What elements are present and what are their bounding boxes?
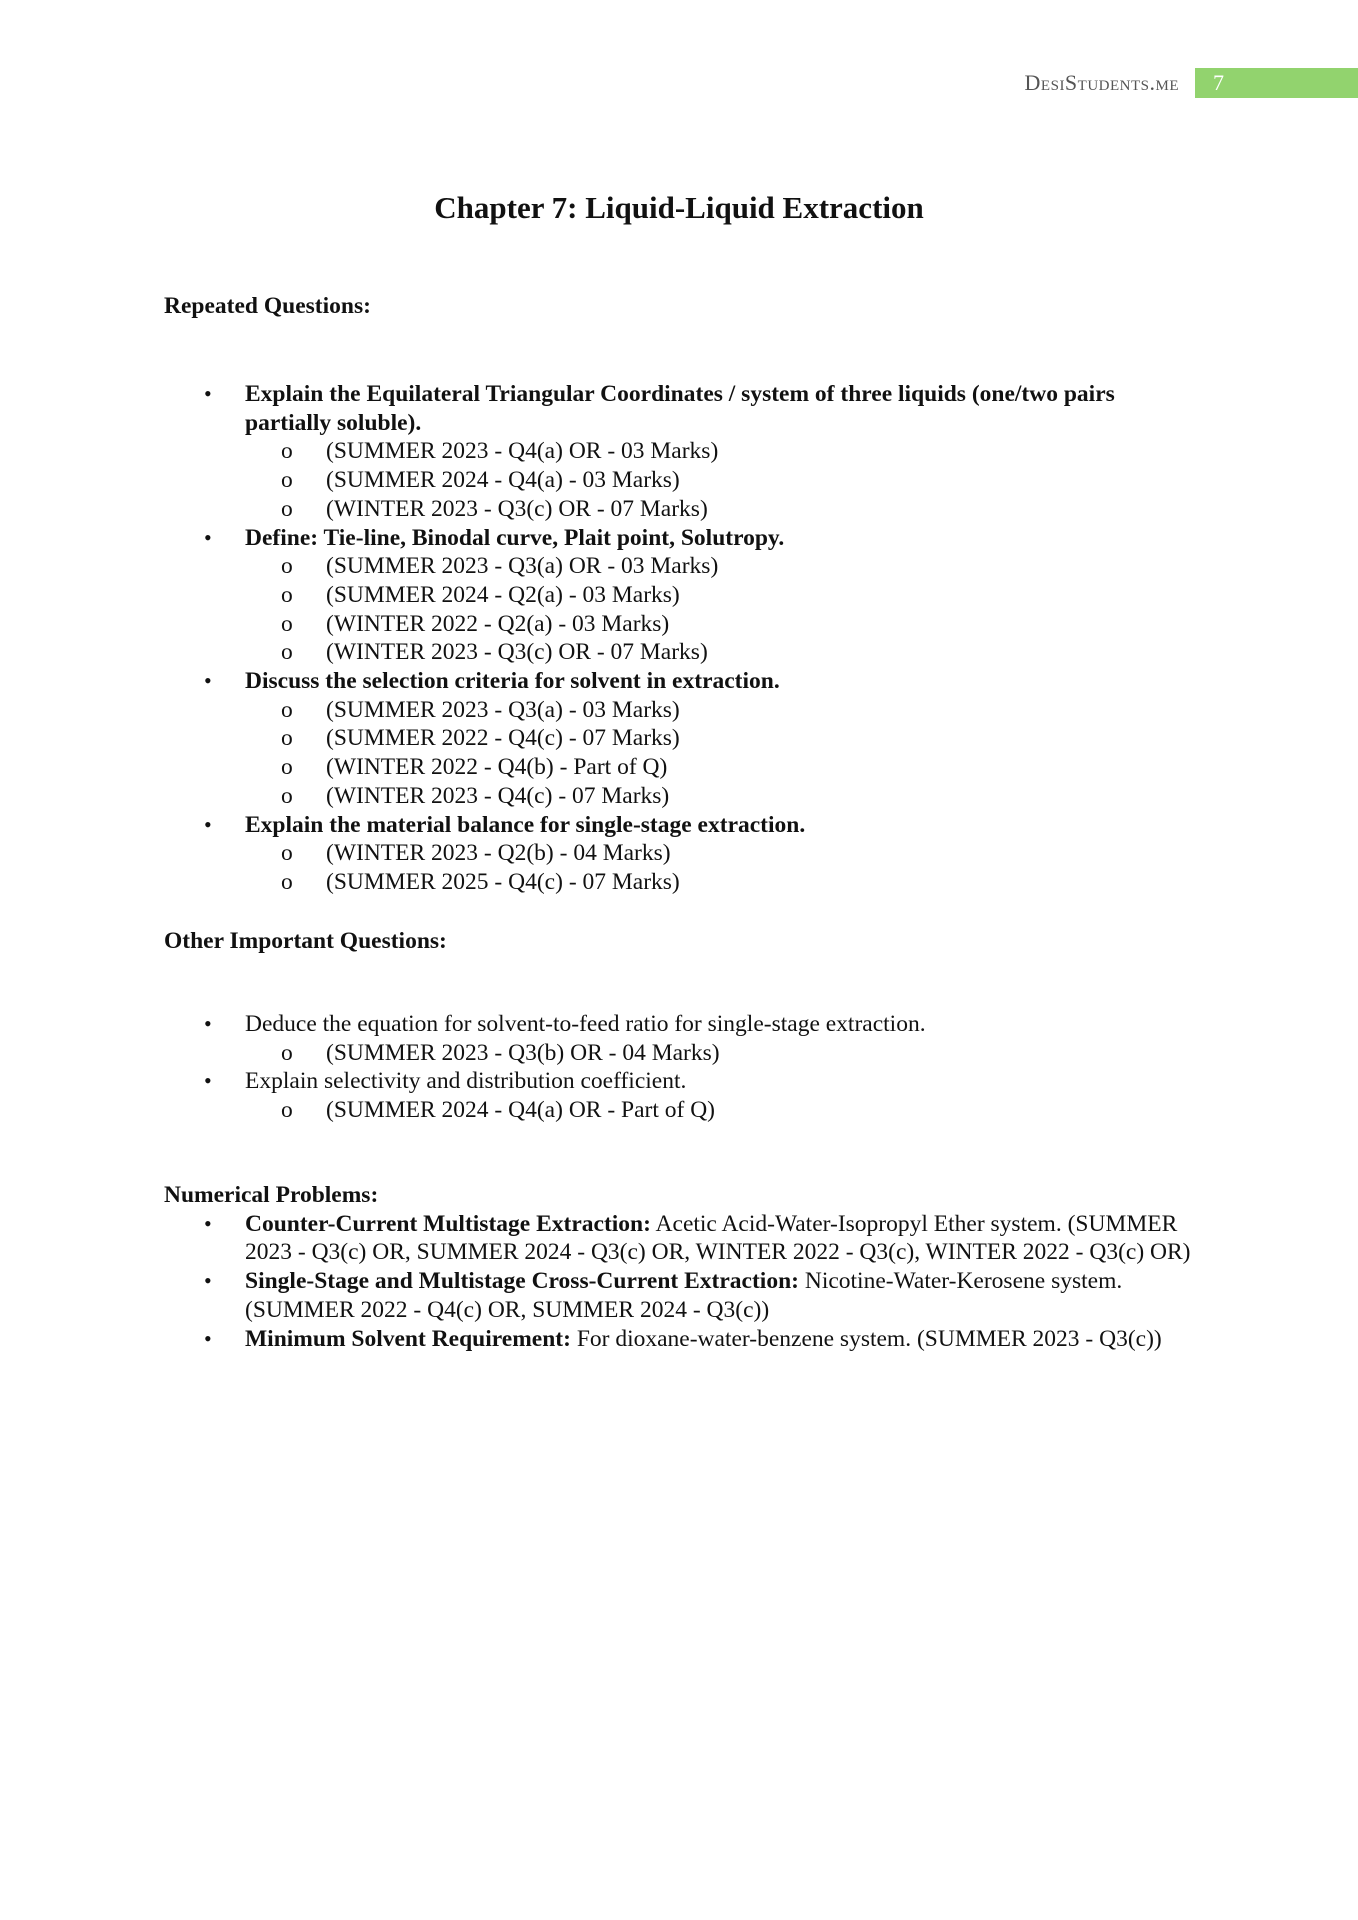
reference-item xyxy=(245,1039,1204,1068)
problem-text: For dioxane-water-benzene system. (SUMMER 2023 - Q3(c)) xyxy=(576,1325,1162,1352)
reference-text: (SUMMER 2024 - Q4(a) - 03 Marks) xyxy=(326,467,680,494)
reference-text: (SUMMER 2024 - Q2(a) - 03 Marks) xyxy=(326,581,680,608)
section-heading-numerical: Numerical Problems: xyxy=(164,1182,379,1208)
list-item xyxy=(164,811,1204,897)
reference-item xyxy=(245,638,1204,667)
reference-text: (SUMMER 2023 - Q3(a) OR - 03 Marks) xyxy=(326,553,719,580)
repeated-questions-list xyxy=(164,380,1204,897)
reference-item xyxy=(245,466,1204,495)
reference-text: (SUMMER 2023 - Q3(b) OR - 04 Marks) xyxy=(326,1039,720,1066)
bullet-icon: • xyxy=(204,524,212,550)
repeated-questions-heading-block xyxy=(164,292,1204,321)
problem-label: Counter-Current Multistage Extraction: xyxy=(245,1210,651,1237)
sub-bullet-icon: o xyxy=(281,1097,293,1124)
bullet-icon: • xyxy=(204,1325,212,1351)
sub-bullet-icon: o xyxy=(281,639,293,666)
bullet-icon: • xyxy=(204,1268,212,1294)
bullet-icon: • xyxy=(204,1068,212,1094)
sub-bullet-icon: o xyxy=(281,840,293,867)
problem-text: Acetic Acid-Water-Isopropyl Ether system. (SUMMER 2023 - Q3(c) OR, SUMMER 2024 - Q3(c) OR, WINTER 2022 - Q3(c), WINTER 2022 - Q3(c) OR) xyxy=(245,1210,1191,1266)
list-item xyxy=(164,524,1204,668)
reference-text: (WINTER 2022 - Q2(a) - 03 Marks) xyxy=(326,610,670,637)
numerical-problems-block xyxy=(164,1181,1204,1353)
question-text: Explain the material balance for single-stage extraction. xyxy=(245,811,806,838)
sub-bullet-icon: o xyxy=(281,467,293,494)
reference-item xyxy=(245,782,1204,811)
bullet-icon: • xyxy=(204,381,212,406)
reference-text: (SUMMER 2023 - Q3(a) - 03 Marks) xyxy=(326,696,680,723)
site-name: DesiStudents.me xyxy=(1024,70,1179,95)
reference-item xyxy=(245,581,1204,610)
question-text: Explain the Equilateral Triangular Coordinates / system of three liquids (one/two pairs partially soluble). xyxy=(245,381,1115,436)
list-item xyxy=(164,1267,1204,1324)
sub-bullet-icon: o xyxy=(281,696,293,723)
page-header xyxy=(1025,68,1358,98)
reference-text: (SUMMER 2022 - Q4(c) - 07 Marks) xyxy=(326,725,680,752)
sub-bullet-icon: o xyxy=(281,1039,293,1066)
sub-bullet-icon: o xyxy=(281,438,293,465)
bullet-icon: • xyxy=(204,1210,212,1236)
reference-item xyxy=(245,552,1204,581)
reference-item xyxy=(245,437,1204,466)
bullet-icon: • xyxy=(204,1011,212,1036)
reference-item xyxy=(245,724,1204,753)
reference-item xyxy=(245,610,1204,639)
other-questions-list xyxy=(164,1010,1204,1125)
list-item xyxy=(164,1210,1204,1267)
section-heading-repeated: Repeated Questions: xyxy=(164,293,371,319)
question-text: Define: Tie-line, Binodal curve, Plait point, Solutropy. xyxy=(245,524,785,551)
reference-item xyxy=(245,839,1204,868)
chapter-title: Chapter 7: Liquid-Liquid Extraction xyxy=(434,190,924,225)
list-item xyxy=(164,380,1204,524)
reference-text: (WINTER 2023 - Q4(c) - 07 Marks) xyxy=(326,782,670,809)
sub-bullet-icon: o xyxy=(281,725,293,752)
question-text: Explain selectivity and distribution coefficient. xyxy=(245,1068,687,1095)
reference-item xyxy=(245,1096,1204,1125)
reference-text: (SUMMER 2023 - Q4(a) OR - 03 Marks) xyxy=(326,438,719,465)
sub-bullet-icon: o xyxy=(281,782,293,809)
reference-item xyxy=(245,753,1204,782)
sub-bullet-icon: o xyxy=(281,754,293,781)
reference-item xyxy=(245,696,1204,725)
list-item xyxy=(164,667,1204,811)
problem-text: Nicotine-Water-Kerosene system. (SUMMER 2022 - Q4(c) OR, SUMMER 2024 - Q3(c)) xyxy=(245,1268,1123,1323)
list-item xyxy=(164,1010,1204,1067)
page-number: 7 xyxy=(1195,68,1358,98)
reference-text: (WINTER 2022 - Q4(b) - Part of Q) xyxy=(326,754,668,781)
question-text: Deduce the equation for solvent-to-feed ratio for single-stage extraction. xyxy=(245,1011,926,1037)
bullet-icon: • xyxy=(204,811,212,837)
section-heading-other: Other Important Questions: xyxy=(164,928,447,954)
reference-text: (WINTER 2023 - Q3(c) OR - 07 Marks) xyxy=(326,639,708,666)
question-text: Discuss the selection criteria for solvent in extraction. xyxy=(245,668,780,695)
sub-bullet-icon: o xyxy=(281,495,293,522)
reference-text: (WINTER 2023 - Q2(b) - 04 Marks) xyxy=(326,840,671,867)
sub-bullet-icon: o xyxy=(281,581,293,608)
reference-text: (SUMMER 2025 - Q4(c) - 07 Marks) xyxy=(326,868,680,895)
problem-label: Single-Stage and Multistage Cross-Current Extraction: xyxy=(245,1268,799,1295)
list-item xyxy=(164,1325,1204,1354)
reference-item xyxy=(245,868,1204,897)
bullet-icon: • xyxy=(204,668,212,694)
reference-text: (SUMMER 2024 - Q4(a) OR - Part of Q) xyxy=(326,1097,716,1124)
sub-bullet-icon: o xyxy=(281,553,293,580)
sub-bullet-icon: o xyxy=(281,868,293,895)
other-questions-heading-block xyxy=(164,927,1204,956)
list-item xyxy=(164,1067,1204,1124)
reference-item xyxy=(245,495,1204,524)
sub-bullet-icon: o xyxy=(281,610,293,637)
problem-label: Minimum Solvent Requirement: xyxy=(245,1325,571,1352)
reference-text: (WINTER 2023 - Q3(c) OR - 07 Marks) xyxy=(326,495,708,522)
